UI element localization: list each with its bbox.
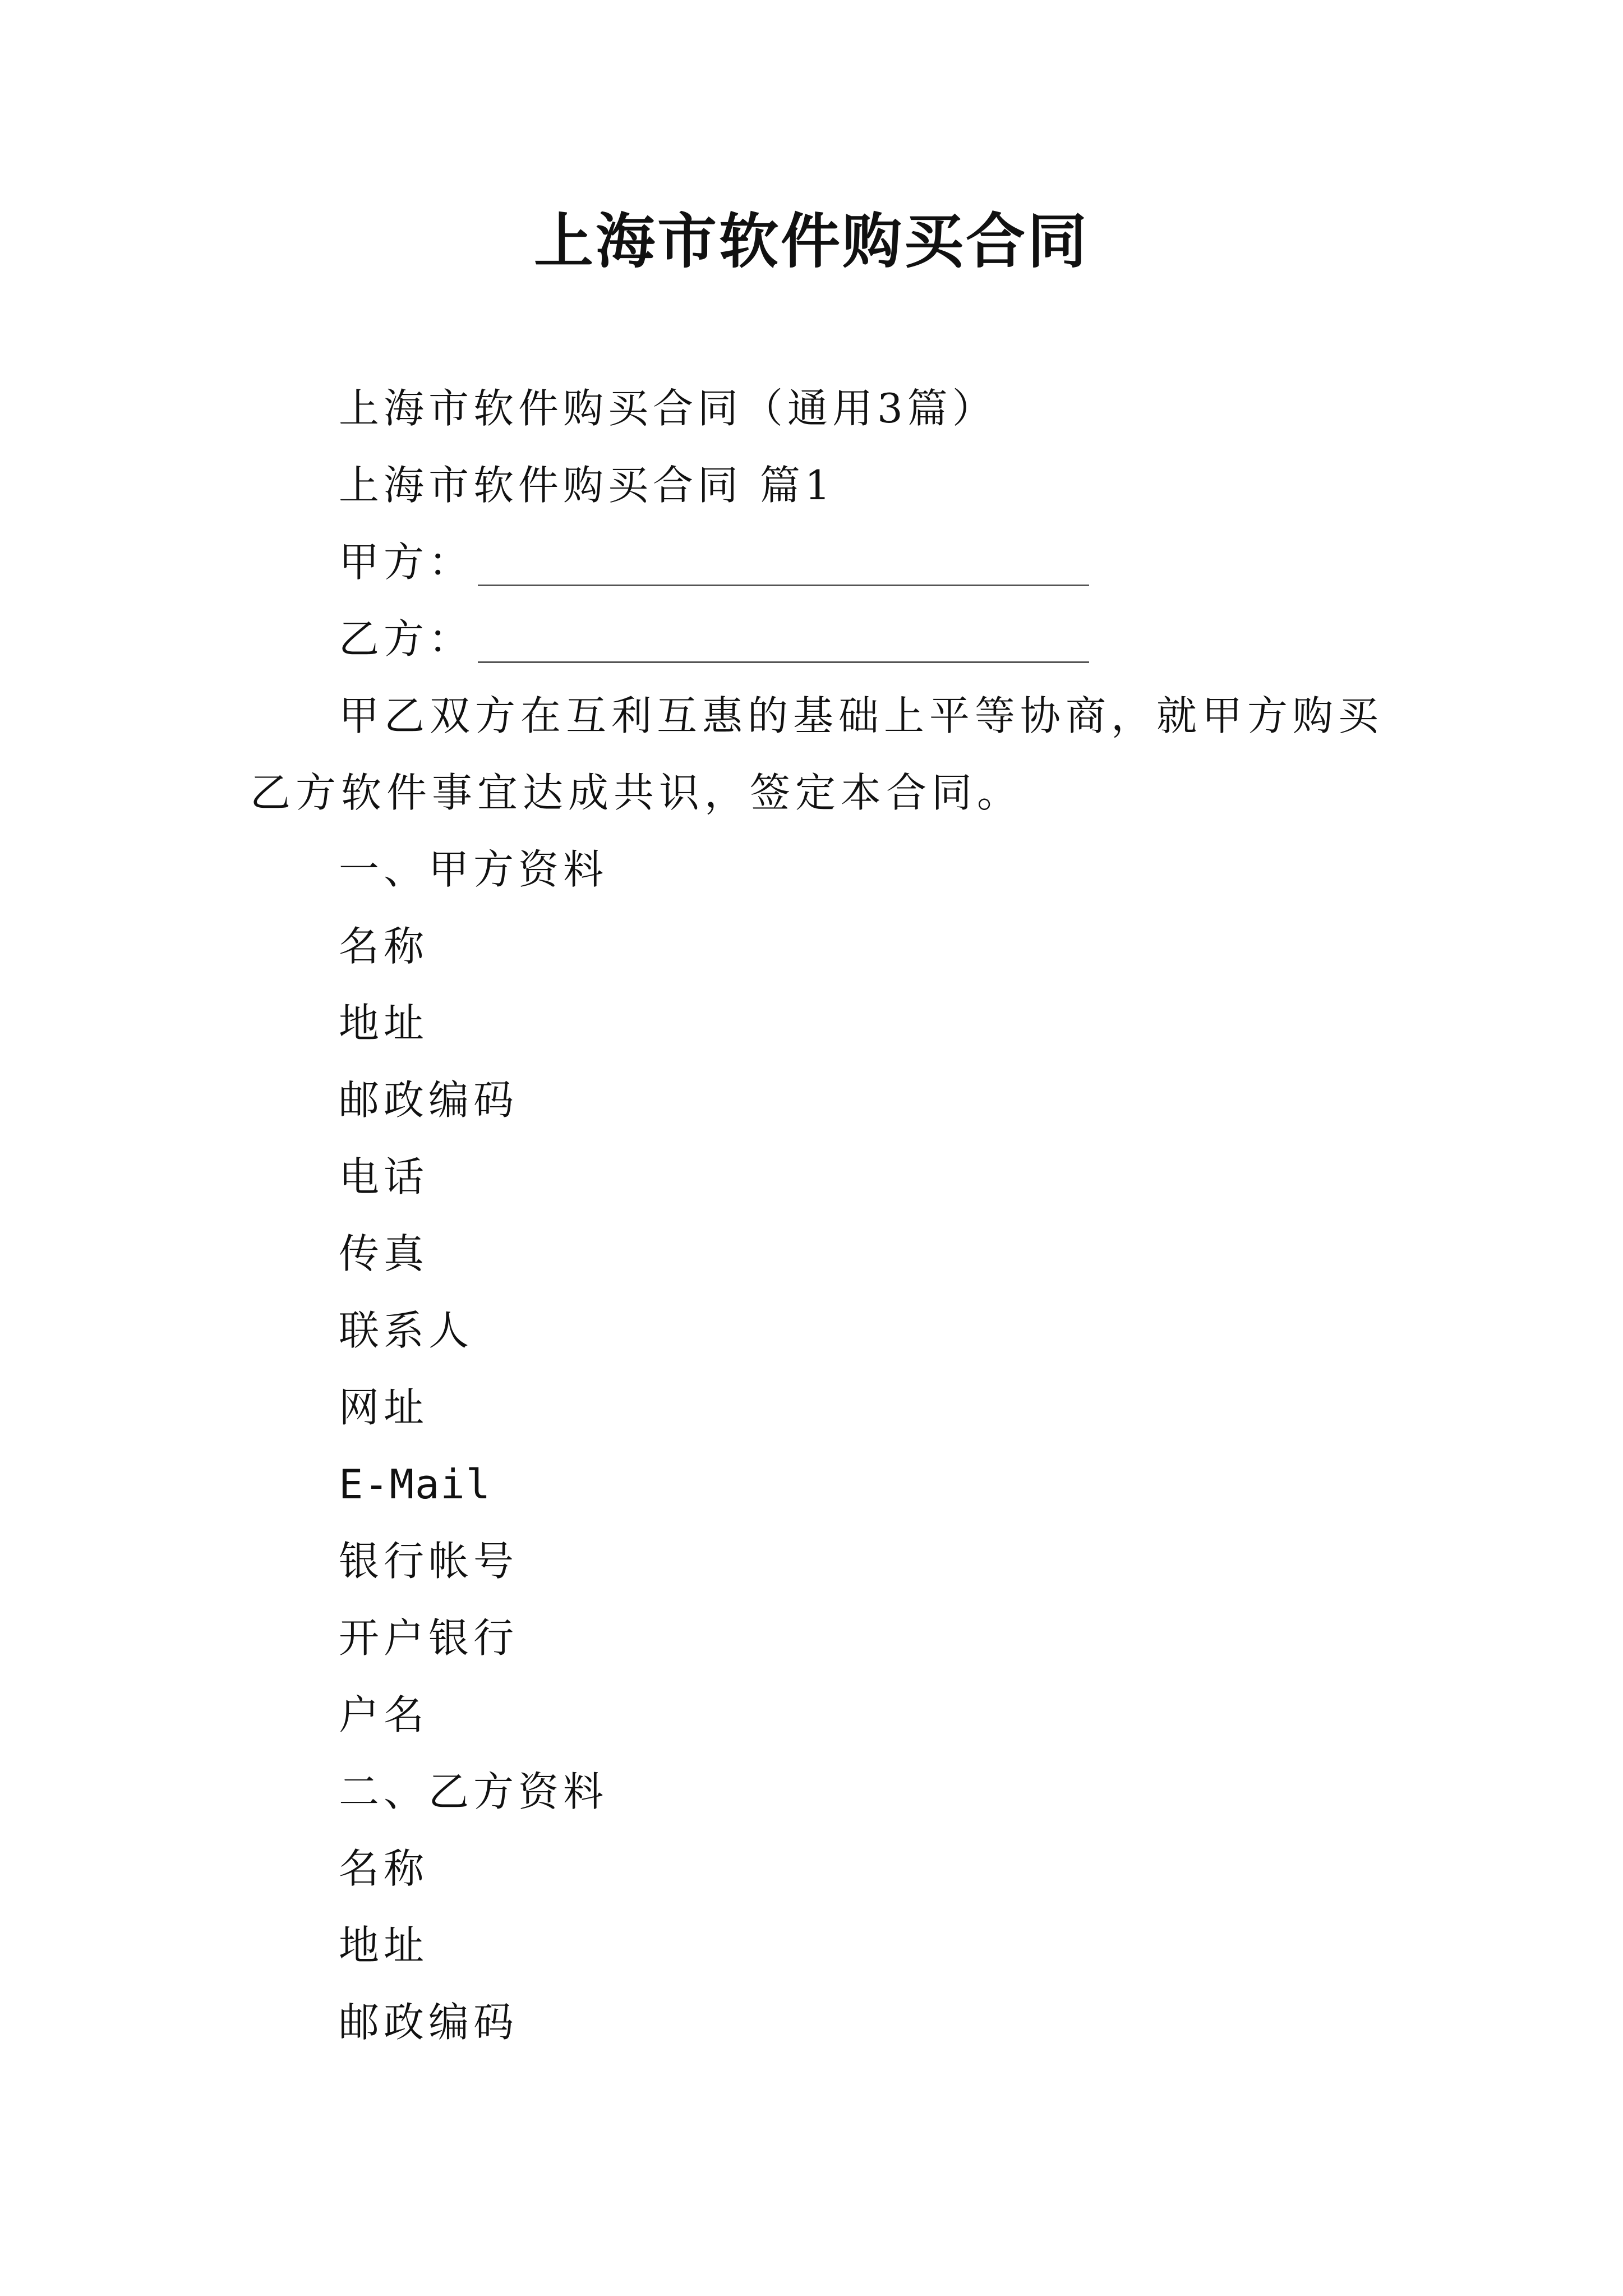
- section1-field: 传真: [339, 1230, 429, 1277]
- part-heading: 上海市软件购买合同 篇1: [339, 462, 835, 509]
- section1-field: 户名: [339, 1691, 429, 1738]
- section2-heading: 二、乙方资料: [339, 1768, 608, 1815]
- section2-field: 邮政编码: [339, 1999, 519, 2046]
- document-body: [250, 370, 1389, 2061]
- intro-paragraph: 甲乙双方在互利互惠的基础上平等协商，就甲方购买乙方软件事宜达成共识，签定本合同。: [250, 692, 1384, 816]
- party-a-blank: [478, 582, 1089, 586]
- section1-field: 联系人: [339, 1307, 474, 1354]
- party-b-blank: [478, 659, 1089, 663]
- section1-field: 网址: [339, 1384, 429, 1431]
- section1-field: 邮政编码: [339, 1076, 519, 1124]
- party-a-label: 甲方：: [339, 539, 474, 586]
- section1-field: 电话: [339, 1153, 429, 1200]
- section1-field: 银行帐号: [339, 1538, 519, 1585]
- document-subtitle: 上海市软件购买合同（通用3篇）: [339, 385, 997, 432]
- party-b-row: [250, 601, 1389, 678]
- party-b-label: 乙方：: [339, 615, 474, 662]
- section2-field: 地址: [339, 1922, 429, 1969]
- party-a-row: [250, 524, 1389, 601]
- section1-field: 开户银行: [339, 1614, 519, 1662]
- section1-heading: 一、甲方资料: [339, 846, 608, 893]
- section1-field: 名称: [339, 923, 429, 970]
- section1-field: 地址: [339, 1000, 429, 1047]
- page-title: 上海市软件购买合同: [534, 206, 1089, 276]
- section2-field: 名称: [339, 1845, 429, 1892]
- section1-field: E-Mail: [339, 1461, 492, 1508]
